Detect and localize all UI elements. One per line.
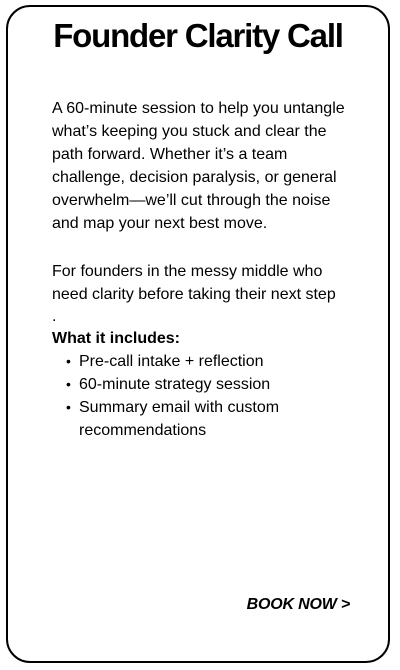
list-item [52,350,352,373]
bullet-icon: • [66,353,71,369]
list-item-text: Pre-call intake + reflection [79,353,264,370]
description-text: A 60-minute session to help you untangle what’s keeping you stuck and clear the path forward. Whether it’s a team challenge, decision paralysis, or general overwhelm—we’ll cut through the noise and map your next best move. [52,100,345,232]
list-item-text: Summary email with custom recommendations [79,399,280,439]
list-item-text: 60-minute strategy session [79,376,271,393]
audience-text: For founders in the messy middle who need clarity before taking their next step [52,263,336,303]
offer-card [6,5,390,663]
book-now-button[interactable]: BOOK NOW > [246,596,350,613]
list-item [52,373,352,396]
includes-list [52,350,352,442]
bullet-icon: • [66,376,71,392]
bullet-icon: • [66,399,71,415]
list-item [52,396,352,442]
includes-heading: What it includes: [52,330,180,347]
stray-period: . [52,308,57,325]
card-title: Founder Clarity Call [53,17,343,54]
